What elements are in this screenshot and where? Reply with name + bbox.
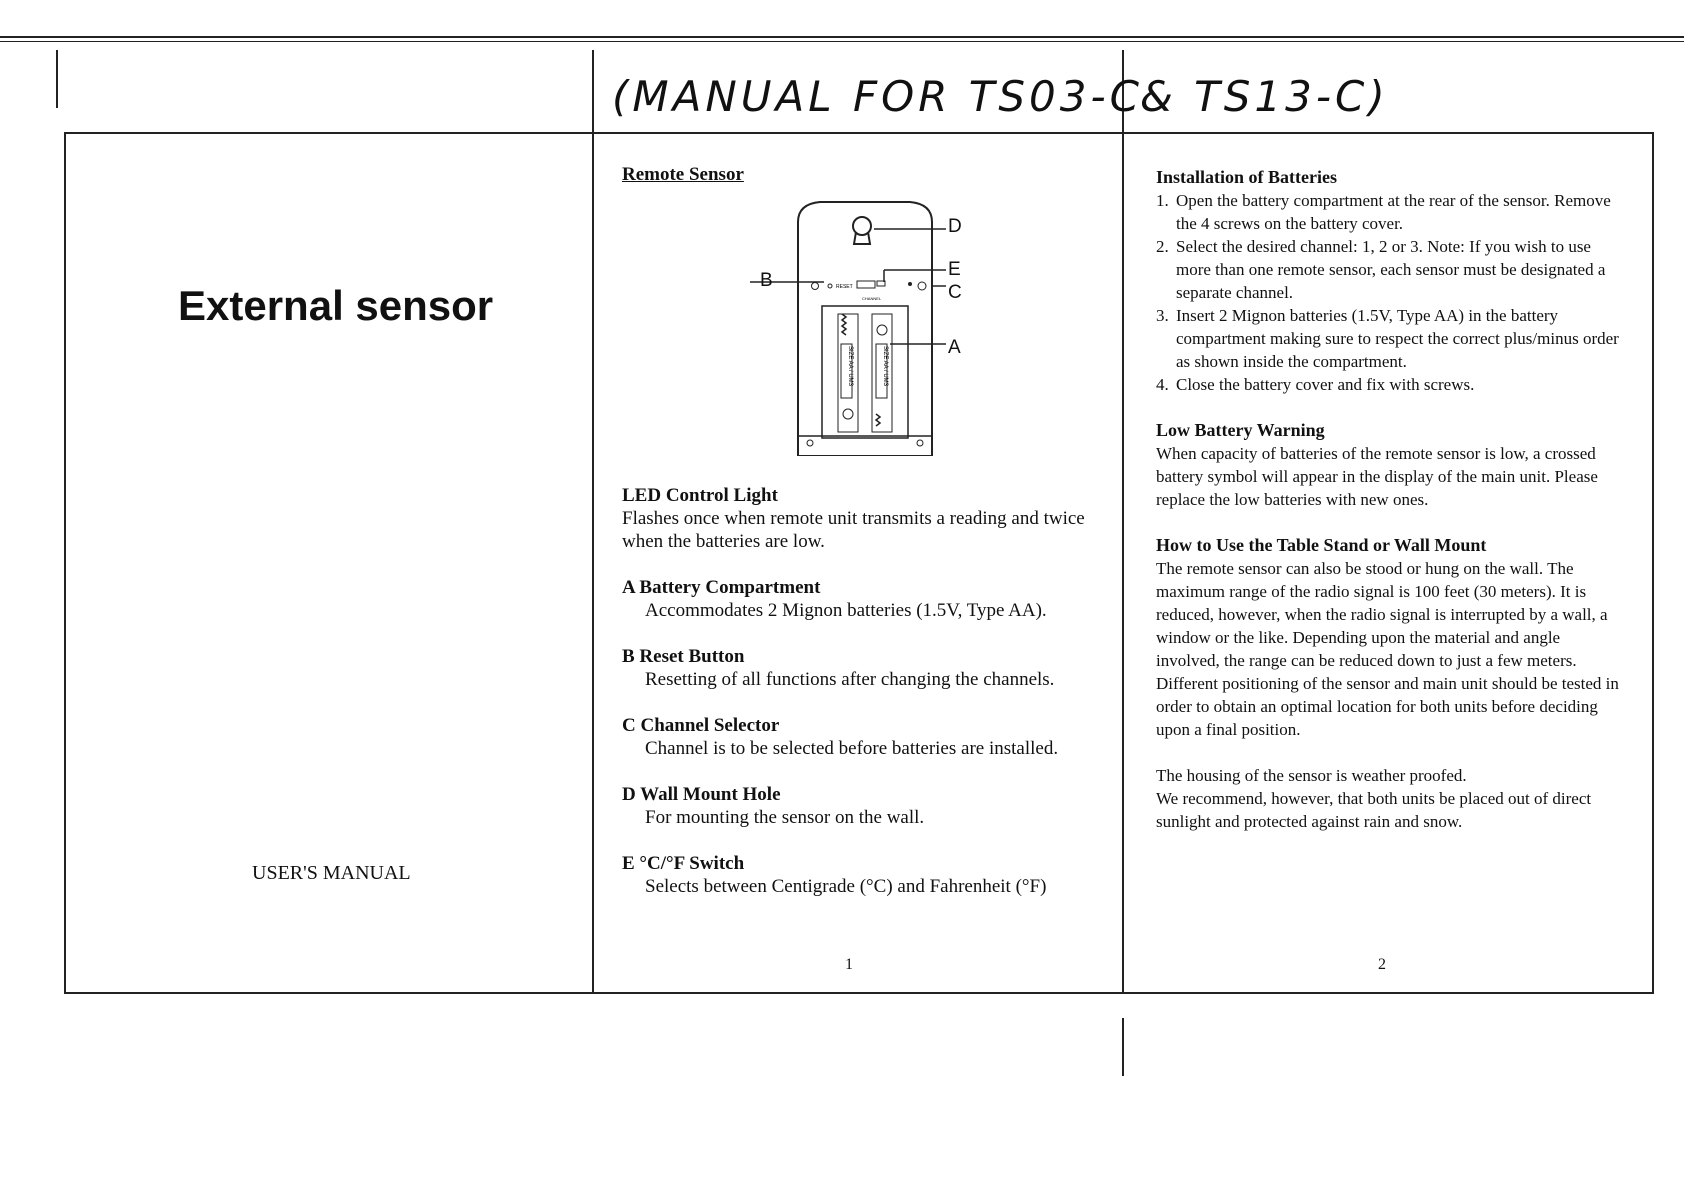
section-wall-mount-body: For mounting the sensor on the wall. (645, 807, 925, 828)
diagram-label-b: B (760, 270, 773, 291)
section-reset (622, 645, 1092, 691)
install-title: Installation of Batteries (1156, 167, 1337, 187)
page-2-content (1156, 166, 1626, 833)
handwritten-note-left: (MANUAL FOR TS03-C (612, 72, 1143, 121)
section-reset-title: B Reset Button (622, 646, 745, 667)
fold-mark-left (56, 50, 58, 108)
section-reset-body: Resetting of all functions after changing the channels. (645, 669, 1055, 690)
install-step-text: Insert 2 Mignon batteries (1.5V, Type AA) in the battery compartment making sure to respect the correct plus/minus order as shown inside the compartment. (1176, 306, 1619, 371)
weather-line-1: The housing of the sensor is weather proofed. (1156, 766, 1467, 785)
handwritten-note-right: & TS13-C) (1140, 72, 1389, 121)
install-step (1156, 304, 1626, 373)
weather-line-2: We recommend, however, that both units be placed out of direct sunlight and protected against rain and snow. (1156, 789, 1592, 831)
cover-title: External sensor (178, 282, 494, 329)
remote-sensor-diagram (750, 196, 980, 456)
remote-sensor-heading: Remote Sensor (622, 164, 744, 185)
section-wall-mount (622, 783, 1092, 829)
battery-text-1: SIZE AA / UM3 (847, 346, 853, 387)
cover-panel (64, 132, 594, 994)
install-step-num: 2. (1156, 237, 1169, 256)
install-step-num: 1. (1156, 191, 1169, 210)
install-steps (1156, 189, 1626, 396)
section-channel-body: Channel is to be selected before batteries are installed. (645, 738, 1059, 759)
section-led-title: LED Control Light (622, 485, 778, 506)
section-wall-mount-title: D Wall Mount Hole (622, 784, 781, 805)
cover-subtitle: USER'S MANUAL (252, 862, 411, 884)
install-step-text: Open the battery compartment at the rear of the sensor. Remove the 4 screws on the battery cover. (1176, 191, 1611, 233)
install-step (1156, 189, 1626, 235)
section-switch (622, 852, 1092, 898)
fold-mark-bottom (1122, 1018, 1124, 1076)
diagram-label-e: E (948, 259, 961, 280)
low-battery-title: Low Battery Warning (1156, 420, 1325, 440)
page-number-2: 2 (1378, 956, 1386, 973)
section-channel (622, 714, 1092, 760)
fold-mark-mid (592, 50, 594, 132)
page-number-1: 1 (845, 956, 853, 973)
section-channel-title: C Channel Selector (622, 715, 780, 736)
section-led-body: Flashes once when remote unit transmits a reading and twice when the batteries are low. (622, 508, 1085, 552)
stand-body: The remote sensor can also be stood or hung on the wall. The maximum range of the radio signal is 100 feet (30 meters). It is reduced, however, when the radio signal is interrupted by a wall, a window or the like. Depending upon the material and angle involved, the range can be reduced down to just a few meters. Different positioning of the sensor and main unit should be tested in order to obtain an optimal location for both units before deciding upon a final position. (1156, 559, 1619, 739)
install-step (1156, 373, 1626, 396)
section-battery-compartment-title: A Battery Compartment (622, 577, 821, 598)
page-1-sections (622, 484, 1092, 921)
install-step (1156, 235, 1626, 304)
diagram-label-a: A (948, 337, 961, 358)
diagram-label-d: D (948, 216, 962, 237)
section-switch-body: Selects between Centigrade (°C) and Fahrenheit (°F) (645, 876, 1047, 897)
install-step-text: Select the desired channel: 1, 2 or 3. Note: If you wish to use more than one remote sensor, each sensor must be designated a separate channel. (1176, 237, 1606, 302)
battery-text-2: SIZE AA / UM3 (882, 346, 888, 387)
stand-title: How to Use the Table Stand or Wall Mount (1156, 535, 1487, 555)
section-battery-compartment (622, 576, 1092, 622)
install-step-text: Close the battery cover and fix with screws. (1176, 375, 1475, 394)
section-battery-compartment-body: Accommodates 2 Mignon batteries (1.5V, Type AA). (645, 600, 1047, 621)
install-step-num: 3. (1156, 306, 1169, 325)
top-rule (0, 36, 1684, 38)
low-battery-body: When capacity of batteries of the remote sensor is low, a crossed battery symbol will appear in the display of the main unit. Please replace the low batteries with new ones. (1156, 444, 1598, 509)
diagram-label-c: C (948, 282, 962, 303)
diagram-channel-text: CHANNEL (862, 296, 882, 301)
section-led (622, 484, 1092, 553)
top-rule-2 (0, 41, 1684, 42)
install-step-num: 4. (1156, 375, 1169, 394)
section-switch-title: E °C/°F Switch (622, 853, 745, 874)
diagram-reset-text: RESET (836, 284, 853, 290)
